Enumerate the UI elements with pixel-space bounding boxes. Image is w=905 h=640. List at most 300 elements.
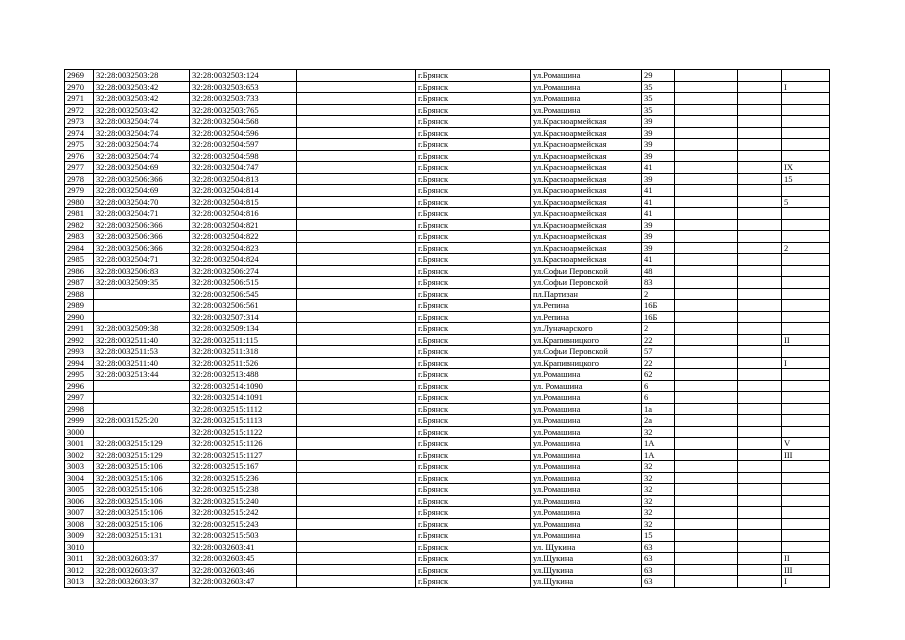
cell-city: г.Брянск — [416, 300, 531, 312]
cell-city: г.Брянск — [416, 127, 531, 139]
cell-house-number: 32 — [642, 472, 675, 484]
cell-cadastral-number: 32:28:0032503:765 — [190, 104, 297, 116]
cell-house-number: 32 — [642, 507, 675, 519]
cell-parent-cadastral-number: 32:28:0032515:129 — [94, 438, 190, 450]
cell-house-number: 32 — [642, 426, 675, 438]
cell-empty-col — [297, 346, 416, 358]
cell-empty-col — [297, 81, 416, 93]
cell-empty-col — [297, 369, 416, 381]
table-row — [65, 323, 830, 335]
cadastral-table — [64, 69, 830, 588]
cell-premises-number — [782, 127, 830, 139]
cell-parent-cadastral-number: 32:28:0032503:28 — [94, 70, 190, 82]
cell-street: ул.Красноармейская — [531, 196, 642, 208]
cell-empty-col — [297, 553, 416, 565]
cell-street: ул.Ромашина — [531, 426, 642, 438]
cell-empty-col — [297, 403, 416, 415]
cell-parent-cadastral-number: 32:28:0032506:366 — [94, 219, 190, 231]
cell-parent-cadastral-number: 32:28:0032515:129 — [94, 449, 190, 461]
cell-house-number: 32 — [642, 495, 675, 507]
cell-cadastral-number: 32:28:0032506:274 — [190, 265, 297, 277]
cell-street: ул.Красноармейская — [531, 242, 642, 254]
cell-house-number: 1А — [642, 438, 675, 450]
cell-street: ул.Ромашина — [531, 369, 642, 381]
cell-house-number: 63 — [642, 553, 675, 565]
cell-house-number: 2 — [642, 288, 675, 300]
cell-parent-cadastral-number: 32:28:0032511:40 — [94, 334, 190, 346]
cell-row-number: 2970 — [65, 81, 94, 93]
cell-city: г.Брянск — [416, 311, 531, 323]
cell-house-number: 1а — [642, 403, 675, 415]
cell-street: ул.Ромашина — [531, 518, 642, 530]
cell-col-9 — [738, 277, 782, 289]
cell-col-8 — [675, 93, 738, 105]
cell-empty-col — [297, 208, 416, 220]
cell-parent-cadastral-number — [94, 311, 190, 323]
cell-empty-col — [297, 495, 416, 507]
cell-empty-col — [297, 380, 416, 392]
cell-empty-col — [297, 162, 416, 174]
cell-parent-cadastral-number: 32:28:0032515:106 — [94, 507, 190, 519]
cell-col-9 — [738, 553, 782, 565]
cell-street: ул.Щукина — [531, 553, 642, 565]
cell-row-number: 2976 — [65, 150, 94, 162]
cell-cadastral-number: 32:28:0032503:124 — [190, 70, 297, 82]
cell-parent-cadastral-number: 32:28:0032504:74 — [94, 139, 190, 151]
table-row — [65, 162, 830, 174]
cell-street: ул.Крапивницкого — [531, 357, 642, 369]
cell-premises-number: 15 — [782, 173, 830, 185]
cell-premises-number: II — [782, 334, 830, 346]
cell-col-9 — [738, 127, 782, 139]
cell-empty-col — [297, 173, 416, 185]
cell-row-number: 3006 — [65, 495, 94, 507]
cell-city: г.Брянск — [416, 150, 531, 162]
cell-cadastral-number: 32:28:0032504:598 — [190, 150, 297, 162]
cell-cadastral-number: 32:28:0032504:813 — [190, 173, 297, 185]
cell-city: г.Брянск — [416, 93, 531, 105]
cell-row-number: 2982 — [65, 219, 94, 231]
cell-row-number: 2989 — [65, 300, 94, 312]
cell-row-number: 2991 — [65, 323, 94, 335]
cell-house-number: 39 — [642, 139, 675, 151]
cell-parent-cadastral-number: 32:28:0032506:366 — [94, 231, 190, 243]
table-row — [65, 127, 830, 139]
cell-house-number: 48 — [642, 265, 675, 277]
cell-row-number: 2984 — [65, 242, 94, 254]
table-row — [65, 70, 830, 82]
cell-city: г.Брянск — [416, 541, 531, 553]
cell-empty-col — [297, 265, 416, 277]
cell-col-9 — [738, 70, 782, 82]
cell-premises-number: 5 — [782, 196, 830, 208]
cell-parent-cadastral-number: 32:28:0032506:366 — [94, 242, 190, 254]
cell-street: ул.Софьи Перовской — [531, 265, 642, 277]
cell-empty-col — [297, 277, 416, 289]
table-row — [65, 530, 830, 542]
cell-parent-cadastral-number: 32:28:0032504:69 — [94, 185, 190, 197]
cell-house-number: 39 — [642, 173, 675, 185]
cell-premises-number — [782, 323, 830, 335]
cell-col-9 — [738, 564, 782, 576]
cell-premises-number — [782, 461, 830, 473]
table-row — [65, 507, 830, 519]
cell-col-8 — [675, 254, 738, 266]
cell-col-8 — [675, 323, 738, 335]
cell-cadastral-number: 32:28:0032515:242 — [190, 507, 297, 519]
cell-house-number: 39 — [642, 242, 675, 254]
table-row — [65, 449, 830, 461]
table-row — [65, 403, 830, 415]
cell-city: г.Брянск — [416, 265, 531, 277]
cell-col-8 — [675, 185, 738, 197]
cell-premises-number — [782, 104, 830, 116]
cell-city: г.Брянск — [416, 357, 531, 369]
cell-col-8 — [675, 553, 738, 565]
cell-premises-number: III — [782, 449, 830, 461]
cell-parent-cadastral-number: 32:28:0032603:37 — [94, 576, 190, 588]
cell-street: ул.Ромашина — [531, 93, 642, 105]
cell-city: г.Брянск — [416, 185, 531, 197]
table-row — [65, 139, 830, 151]
cell-street: ул.Ромашина — [531, 438, 642, 450]
cell-row-number: 3004 — [65, 472, 94, 484]
cell-row-number: 2974 — [65, 127, 94, 139]
cell-city: г.Брянск — [416, 484, 531, 496]
cell-city: г.Брянск — [416, 426, 531, 438]
cell-empty-col — [297, 311, 416, 323]
cell-col-8 — [675, 277, 738, 289]
cell-street: ул.Ромашина — [531, 472, 642, 484]
table-row — [65, 196, 830, 208]
table-row — [65, 219, 830, 231]
cell-row-number: 2971 — [65, 93, 94, 105]
cell-house-number: 6 — [642, 380, 675, 392]
document-page — [64, 69, 830, 588]
cell-cadastral-number: 32:28:0032504:823 — [190, 242, 297, 254]
cell-cadastral-number: 32:28:0032603:41 — [190, 541, 297, 553]
cell-city: г.Брянск — [416, 576, 531, 588]
table-row — [65, 231, 830, 243]
cell-col-8 — [675, 173, 738, 185]
cell-parent-cadastral-number: 32:28:0032504:71 — [94, 254, 190, 266]
cell-street: ул.Ромашина — [531, 392, 642, 404]
cell-house-number: 39 — [642, 127, 675, 139]
cell-col-9 — [738, 81, 782, 93]
cell-col-8 — [675, 449, 738, 461]
cell-col-9 — [738, 449, 782, 461]
cell-house-number: 39 — [642, 116, 675, 128]
cell-house-number: 29 — [642, 70, 675, 82]
cell-col-9 — [738, 380, 782, 392]
table-row — [65, 277, 830, 289]
table-row — [65, 254, 830, 266]
cell-col-8 — [675, 231, 738, 243]
table-row — [65, 173, 830, 185]
cell-parent-cadastral-number: 32:28:0032504:74 — [94, 150, 190, 162]
cell-cadastral-number: 32:28:0032504:597 — [190, 139, 297, 151]
cell-cadastral-number: 32:28:0032515:1126 — [190, 438, 297, 450]
cell-parent-cadastral-number — [94, 426, 190, 438]
cell-city: г.Брянск — [416, 495, 531, 507]
cell-street: ул. Щукина — [531, 541, 642, 553]
cell-empty-col — [297, 564, 416, 576]
cell-cadastral-number: 32:28:0032507:314 — [190, 311, 297, 323]
cell-premises-number — [782, 70, 830, 82]
cell-premises-number — [782, 380, 830, 392]
cell-premises-number — [782, 300, 830, 312]
cell-col-9 — [738, 346, 782, 358]
cell-col-8 — [675, 242, 738, 254]
cell-city: г.Брянск — [416, 380, 531, 392]
cell-house-number: 35 — [642, 93, 675, 105]
cell-empty-col — [297, 93, 416, 105]
cell-row-number: 2996 — [65, 380, 94, 392]
cell-city: г.Брянск — [416, 392, 531, 404]
table-row — [65, 346, 830, 358]
table-row — [65, 242, 830, 254]
cell-premises-number — [782, 530, 830, 542]
cell-col-8 — [675, 507, 738, 519]
cell-parent-cadastral-number: 32:28:0031525:20 — [94, 415, 190, 427]
cell-parent-cadastral-number — [94, 403, 190, 415]
cell-city: г.Брянск — [416, 173, 531, 185]
table-row — [65, 104, 830, 116]
cell-premises-number — [782, 208, 830, 220]
cell-premises-number — [782, 507, 830, 519]
cell-city: г.Брянск — [416, 403, 531, 415]
cell-city: г.Брянск — [416, 518, 531, 530]
cell-cadastral-number: 32:28:0032511:318 — [190, 346, 297, 358]
cell-house-number: 2 — [642, 323, 675, 335]
cell-col-9 — [738, 426, 782, 438]
cell-house-number: 32 — [642, 484, 675, 496]
cell-empty-col — [297, 242, 416, 254]
cell-house-number: 15 — [642, 530, 675, 542]
cell-cadastral-number: 32:28:0032503:653 — [190, 81, 297, 93]
cell-parent-cadastral-number: 32:28:0032603:37 — [94, 553, 190, 565]
cell-col-8 — [675, 81, 738, 93]
cell-street: ул.Ромашина — [531, 415, 642, 427]
cell-parent-cadastral-number: 32:28:0032603:37 — [94, 564, 190, 576]
cell-parent-cadastral-number — [94, 392, 190, 404]
cell-row-number: 3010 — [65, 541, 94, 553]
cell-col-8 — [675, 472, 738, 484]
cell-col-9 — [738, 530, 782, 542]
cell-premises-number — [782, 139, 830, 151]
cell-empty-col — [297, 415, 416, 427]
cell-house-number: 41 — [642, 162, 675, 174]
cell-parent-cadastral-number: 32:28:0032504:70 — [94, 196, 190, 208]
cell-premises-number — [782, 116, 830, 128]
cell-empty-col — [297, 196, 416, 208]
cell-premises-number — [782, 311, 830, 323]
cell-city: г.Брянск — [416, 139, 531, 151]
cell-premises-number — [782, 403, 830, 415]
cell-premises-number — [782, 392, 830, 404]
cell-street: ул.Ромашина — [531, 81, 642, 93]
cell-col-9 — [738, 219, 782, 231]
cell-row-number: 2987 — [65, 277, 94, 289]
cell-premises-number: V — [782, 438, 830, 450]
cell-col-8 — [675, 541, 738, 553]
table-row — [65, 564, 830, 576]
cell-cadastral-number: 32:28:0032504:822 — [190, 231, 297, 243]
table-row — [65, 357, 830, 369]
cell-col-8 — [675, 576, 738, 588]
cell-house-number: 41 — [642, 185, 675, 197]
cell-col-9 — [738, 242, 782, 254]
cell-house-number: 35 — [642, 104, 675, 116]
cell-empty-col — [297, 530, 416, 542]
cell-house-number: 62 — [642, 369, 675, 381]
cell-col-8 — [675, 162, 738, 174]
cell-col-9 — [738, 104, 782, 116]
cell-col-8 — [675, 300, 738, 312]
cell-empty-col — [297, 576, 416, 588]
cell-col-8 — [675, 219, 738, 231]
cell-street: ул.Красноармейская — [531, 162, 642, 174]
table-row — [65, 208, 830, 220]
cell-premises-number — [782, 415, 830, 427]
table-body — [65, 70, 830, 588]
cell-row-number: 2997 — [65, 392, 94, 404]
cell-empty-col — [297, 127, 416, 139]
cell-house-number: 63 — [642, 541, 675, 553]
cell-empty-col — [297, 484, 416, 496]
cell-cadastral-number: 32:28:0032504:568 — [190, 116, 297, 128]
table-row — [65, 116, 830, 128]
cell-cadastral-number: 32:28:0032506:545 — [190, 288, 297, 300]
cell-row-number: 2973 — [65, 116, 94, 128]
cell-col-9 — [738, 461, 782, 473]
cell-row-number: 3011 — [65, 553, 94, 565]
cell-parent-cadastral-number: 32:28:0032504:74 — [94, 127, 190, 139]
cell-empty-col — [297, 323, 416, 335]
table-row — [65, 311, 830, 323]
cell-col-9 — [738, 576, 782, 588]
cell-street: ул.Ромашина — [531, 495, 642, 507]
cell-col-8 — [675, 311, 738, 323]
cell-cadastral-number: 32:28:0032515:1113 — [190, 415, 297, 427]
cell-col-9 — [738, 357, 782, 369]
cell-row-number: 2990 — [65, 311, 94, 323]
cell-parent-cadastral-number: 32:28:0032511:53 — [94, 346, 190, 358]
cell-cadastral-number: 32:28:0032514:1090 — [190, 380, 297, 392]
cell-cadastral-number: 32:28:0032504:596 — [190, 127, 297, 139]
cell-col-9 — [738, 369, 782, 381]
cell-col-9 — [738, 93, 782, 105]
cell-col-9 — [738, 541, 782, 553]
cell-parent-cadastral-number: 32:28:0032515:106 — [94, 472, 190, 484]
cell-street: ул.Софьи Перовской — [531, 277, 642, 289]
cell-house-number: 22 — [642, 334, 675, 346]
cell-col-9 — [738, 196, 782, 208]
cell-row-number: 2979 — [65, 185, 94, 197]
cell-empty-col — [297, 139, 416, 151]
cell-empty-col — [297, 472, 416, 484]
cell-col-8 — [675, 116, 738, 128]
cell-empty-col — [297, 426, 416, 438]
cell-cadastral-number: 32:28:0032515:240 — [190, 495, 297, 507]
cell-street: ул.Ромашина — [531, 104, 642, 116]
cell-col-9 — [738, 265, 782, 277]
cell-col-9 — [738, 208, 782, 220]
cell-cadastral-number: 32:28:0032513:488 — [190, 369, 297, 381]
cell-house-number: 39 — [642, 231, 675, 243]
cell-col-9 — [738, 438, 782, 450]
cell-parent-cadastral-number: 32:28:0032515:106 — [94, 484, 190, 496]
cell-row-number: 2995 — [65, 369, 94, 381]
cell-premises-number — [782, 484, 830, 496]
cell-row-number: 2994 — [65, 357, 94, 369]
cell-row-number: 3007 — [65, 507, 94, 519]
cell-col-8 — [675, 415, 738, 427]
cell-col-9 — [738, 518, 782, 530]
cell-empty-col — [297, 507, 416, 519]
cell-empty-col — [297, 116, 416, 128]
cell-cadastral-number: 32:28:0032506:515 — [190, 277, 297, 289]
cell-col-9 — [738, 231, 782, 243]
cell-row-number: 2978 — [65, 173, 94, 185]
cell-parent-cadastral-number — [94, 380, 190, 392]
cell-empty-col — [297, 357, 416, 369]
cell-street: пл.Партизан — [531, 288, 642, 300]
table-row — [65, 415, 830, 427]
cell-row-number: 2980 — [65, 196, 94, 208]
cell-row-number: 2977 — [65, 162, 94, 174]
cell-house-number: 6 — [642, 392, 675, 404]
cell-city: г.Брянск — [416, 334, 531, 346]
cell-city: г.Брянск — [416, 208, 531, 220]
cell-city: г.Брянск — [416, 116, 531, 128]
table-row — [65, 472, 830, 484]
cell-cadastral-number: 32:28:0032504:816 — [190, 208, 297, 220]
cell-city: г.Брянск — [416, 472, 531, 484]
cell-premises-number — [782, 472, 830, 484]
table-row — [65, 150, 830, 162]
cell-city: г.Брянск — [416, 564, 531, 576]
cell-house-number: 32 — [642, 461, 675, 473]
cell-city: г.Брянск — [416, 277, 531, 289]
table-row — [65, 576, 830, 588]
cell-house-number: 57 — [642, 346, 675, 358]
cell-col-8 — [675, 346, 738, 358]
cell-col-9 — [738, 254, 782, 266]
cell-parent-cadastral-number — [94, 541, 190, 553]
cell-cadastral-number: 32:28:0032506:561 — [190, 300, 297, 312]
table-row — [65, 369, 830, 381]
cell-street: ул. Ромашина — [531, 380, 642, 392]
cell-parent-cadastral-number: 32:28:0032511:40 — [94, 357, 190, 369]
cell-parent-cadastral-number: 32:28:0032503:42 — [94, 81, 190, 93]
cell-empty-col — [297, 288, 416, 300]
cell-street: ул.Щукина — [531, 576, 642, 588]
cell-parent-cadastral-number: 32:28:0032506:366 — [94, 173, 190, 185]
cell-row-number: 3013 — [65, 576, 94, 588]
cell-city: г.Брянск — [416, 449, 531, 461]
cell-col-8 — [675, 357, 738, 369]
table-row — [65, 392, 830, 404]
table-row — [65, 334, 830, 346]
cell-house-number: 16Б — [642, 300, 675, 312]
cell-col-9 — [738, 334, 782, 346]
cell-street: ул.Крапивницкого — [531, 334, 642, 346]
cell-parent-cadastral-number — [94, 288, 190, 300]
table-row — [65, 541, 830, 553]
cell-city: г.Брянск — [416, 530, 531, 542]
cell-parent-cadastral-number — [94, 300, 190, 312]
